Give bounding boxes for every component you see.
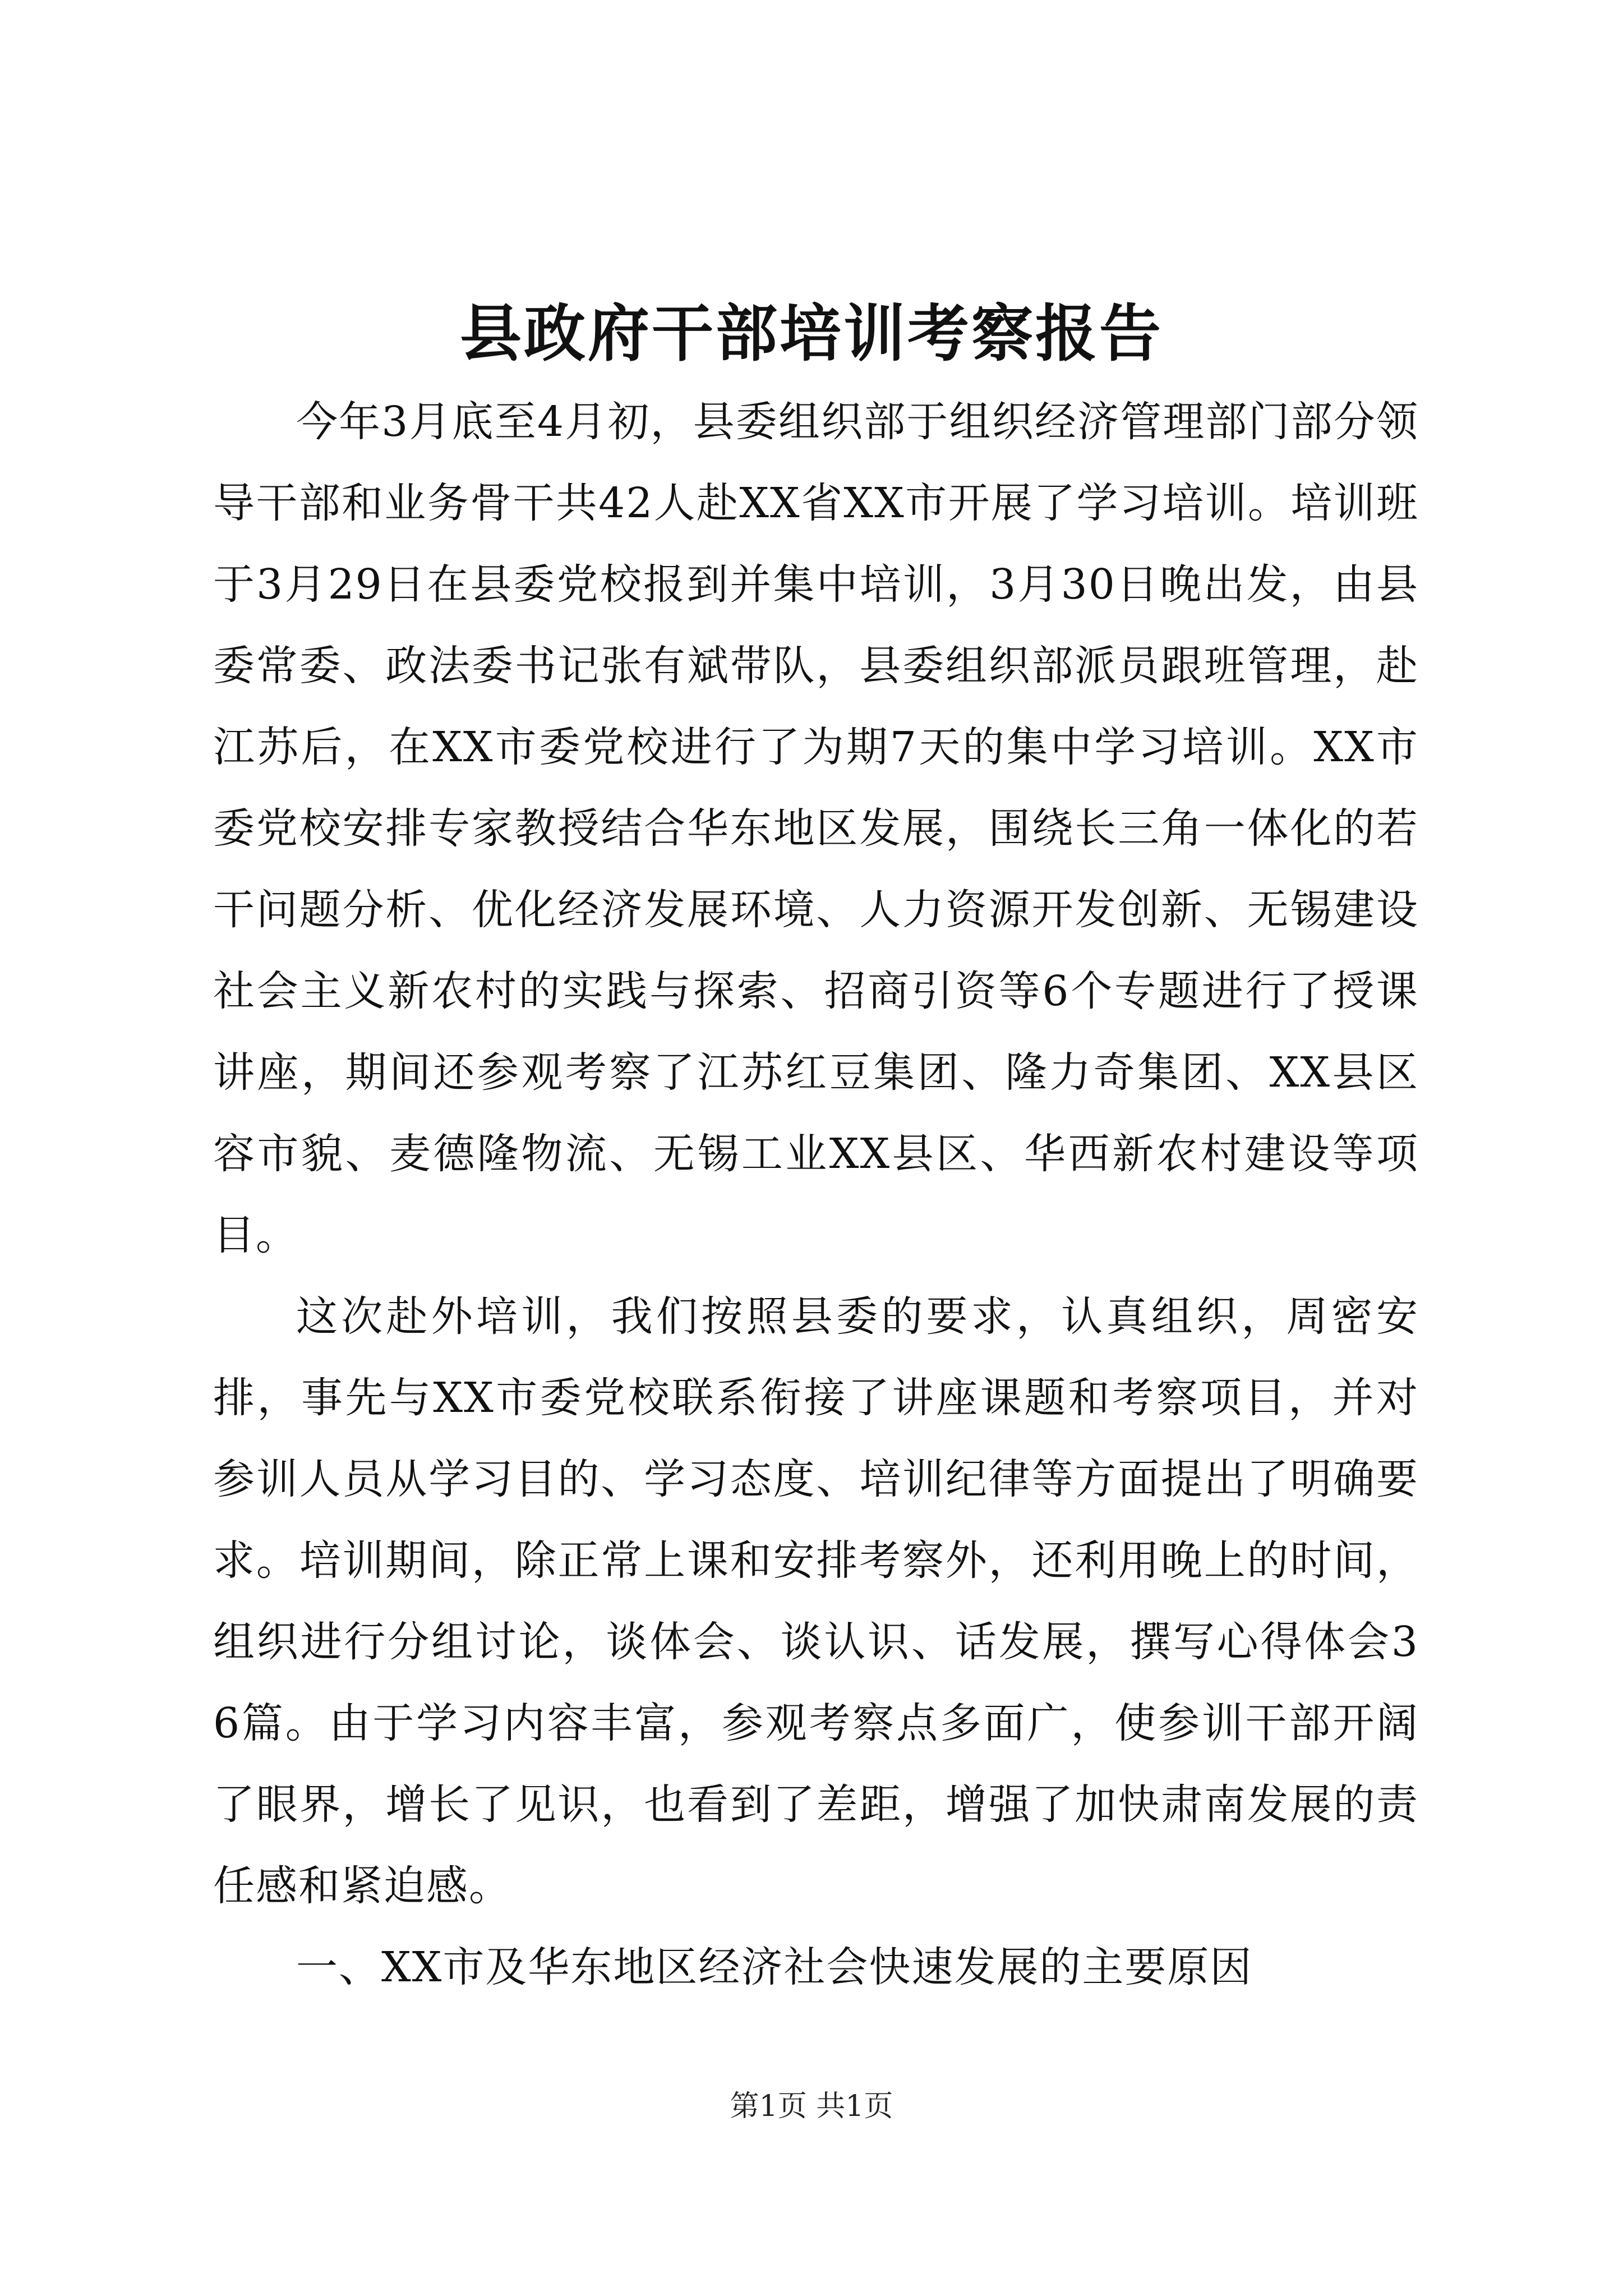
document-body (213, 381, 1419, 2008)
paragraph-1: 今年3月底至4月初，县委组织部于组织经济管理部门部分领导干部和业务骨干共42人赴XX省XX市开展了学习培训。培训班于3月29日在县委党校报到并集中培训，3月30日晚出发，由县委常委、政法委书记张有斌带队，县委组织部派员跟班管理，赴江苏后，在XX市委党校进行了为期7天的集中学习培训。XX市委党校安排专家教授结合华东地区发展，围绕长三角一体化的若干问题分析、优化经济发展环境、人力资源开发创新、无锡建设社会主义新农村的实践与探索、招商引资等6个专题进行了授课讲座，期间还参观考察了江苏红豆集团、隆力奇集团、XX县区容市貌、麦德隆物流、无锡工业XX县区、华西新农村建设等项目。 (213, 398, 1419, 1259)
page-footer: 第1页 共1页 (730, 2090, 893, 2123)
section-heading-1: 一、XX市及华东地区经济社会快速发展的主要原因 (296, 1943, 1253, 1991)
paragraph-2: 这次赴外培训，我们按照县委的要求，认真组织，周密安排，事先与XX市委党校联系衔接了讲座课题和考察项目，并对参训人员从学习目的、学习态度、培训纪律等方面提出了明确要求。培训期间，除正常上课和安排考察外，还利用晚上的时间，组织进行分组讨论，谈体会、谈认识、话发展，撰写心得体会36篇。由于学习内容丰富，参观考察点多面广，使参训干部开阔了眼界，增长了见识，也看到了差距，增强了加快肃南发展的责任感和紧迫感。 (213, 1292, 1419, 1910)
document-title: 县政府干部培训考察报告 (460, 297, 1163, 370)
